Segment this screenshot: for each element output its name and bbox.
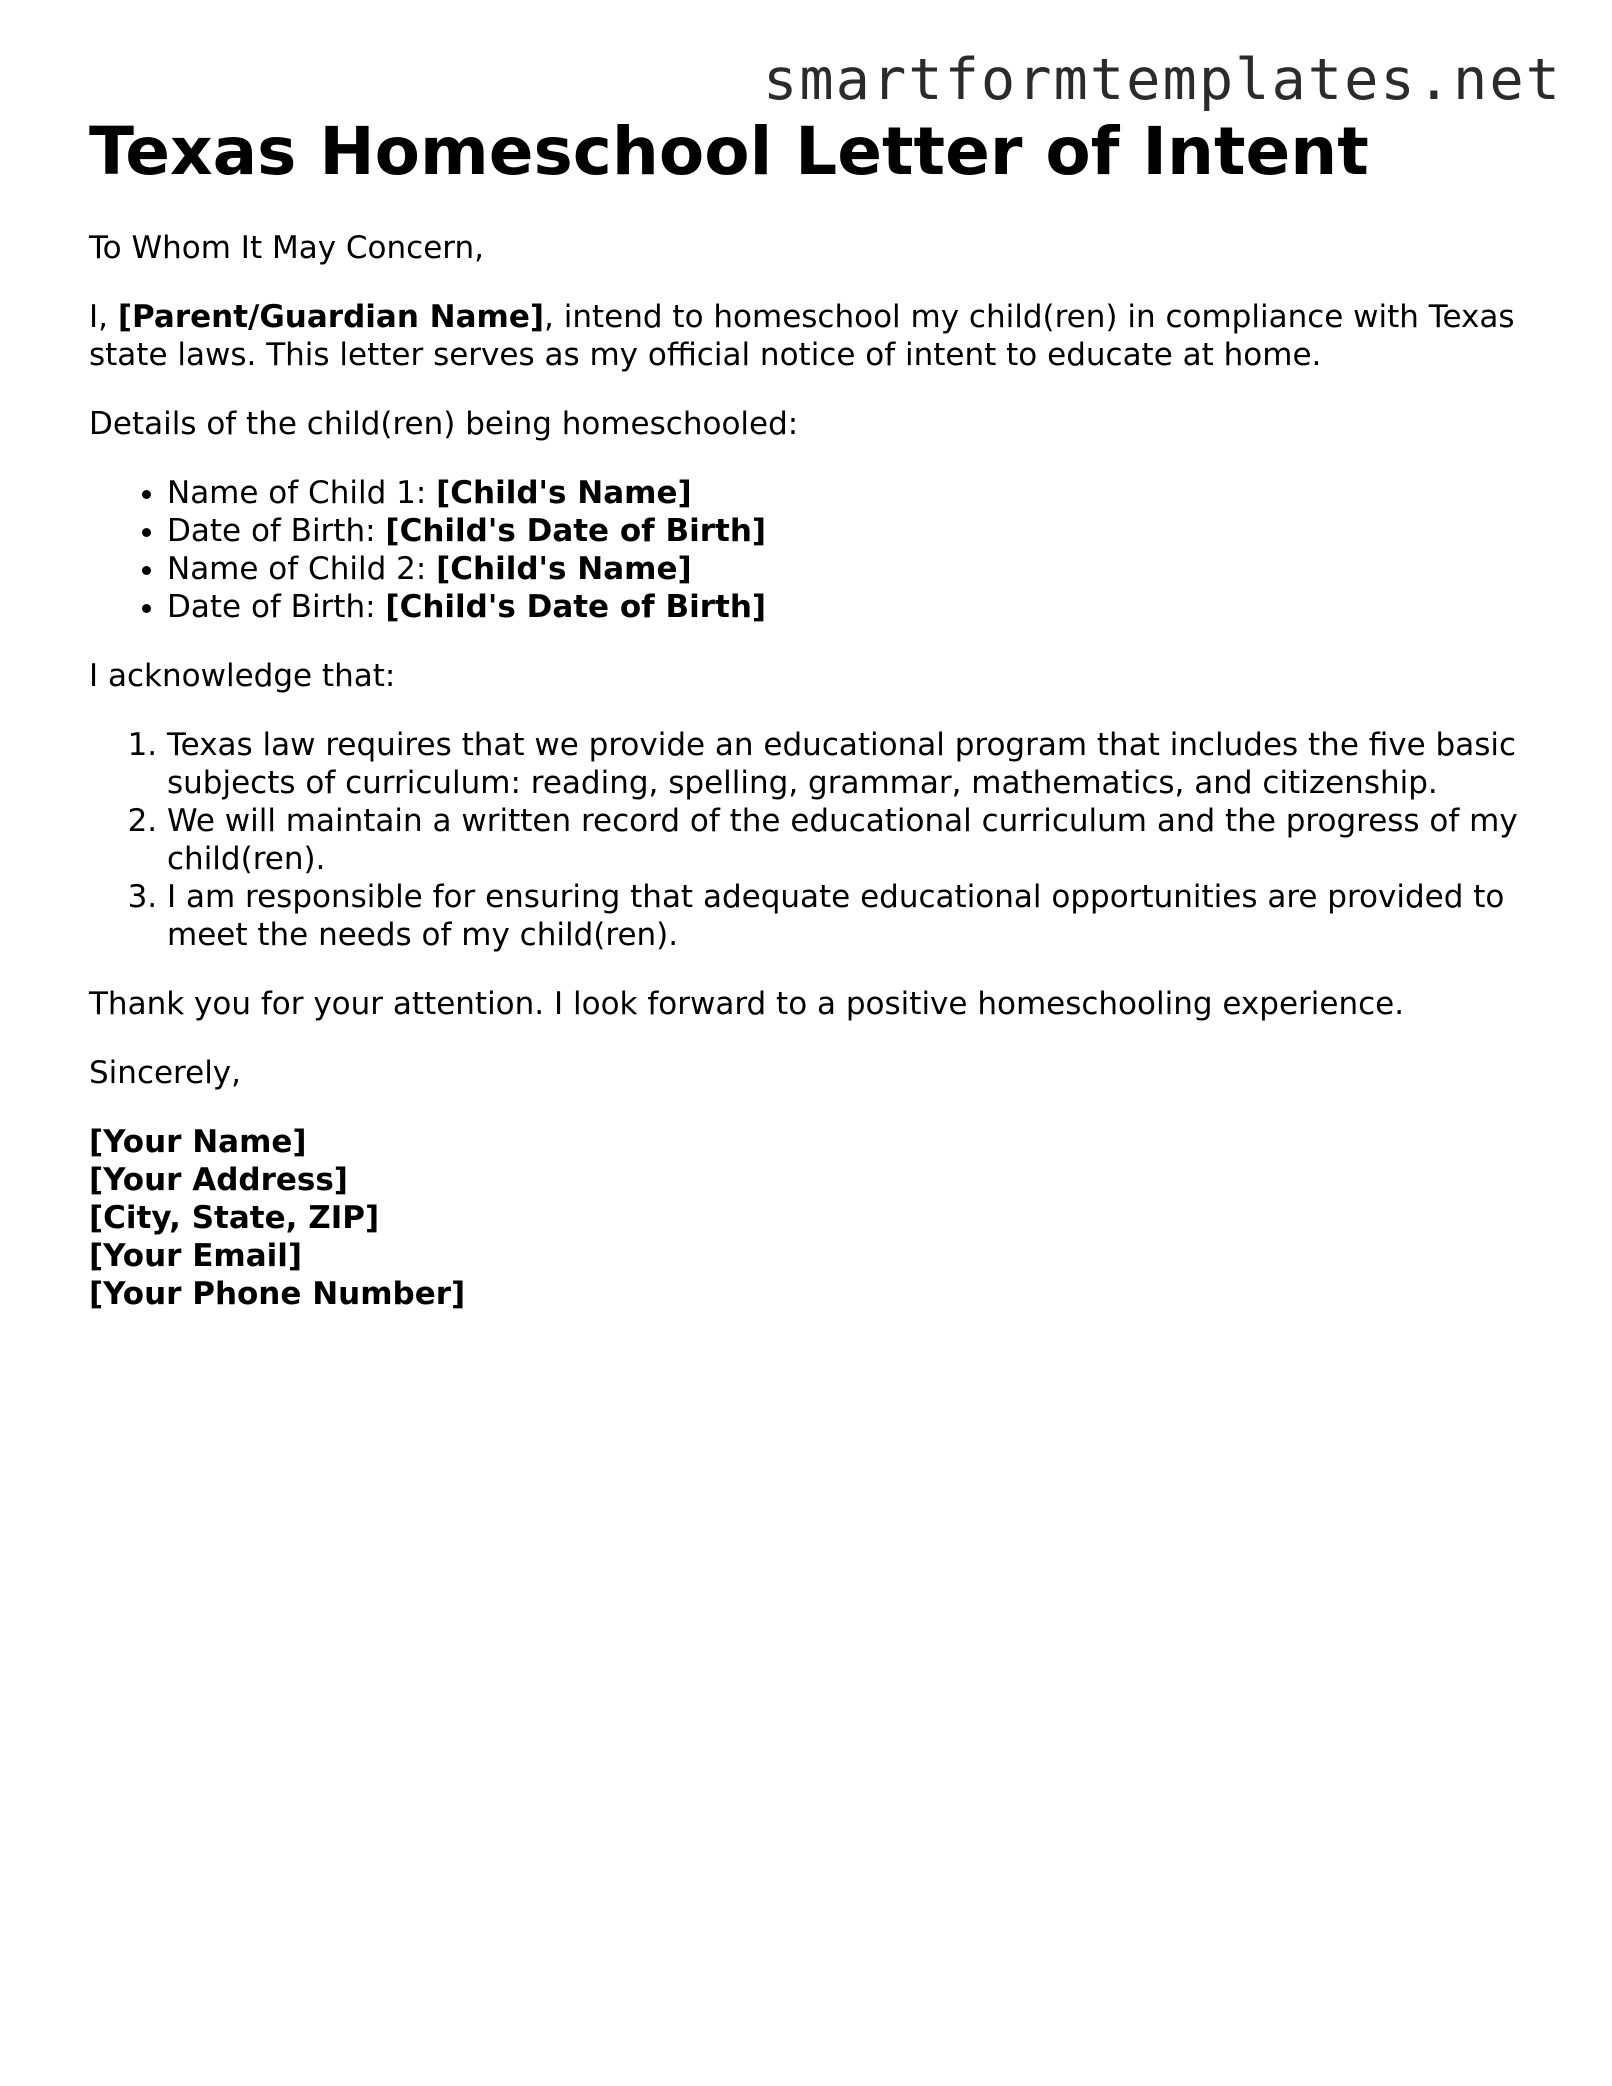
intro-paragraph (89, 298, 1529, 374)
list-item (167, 550, 1529, 588)
child-field-value: [Child's Date of Birth] (385, 588, 767, 625)
intro-suffix: , intend to homeschool my child(ren) in compliance with Texas state laws. This letter serves as my official notice of intent to educate at home. (89, 298, 1515, 373)
child-field-label: Name of Child 1: (167, 474, 437, 511)
signature-city-state-zip: [City, State, ZIP] (89, 1199, 380, 1236)
salutation: To Whom It May Concern, (89, 229, 484, 266)
list-item: 2. We will maintain a written record of the educational curriculum and the progress of my child(ren). (167, 802, 1529, 878)
list-item (167, 588, 1529, 626)
child-field-value: [Child's Name] (436, 474, 692, 511)
intro-prefix: I, (89, 298, 118, 335)
acknowledge-heading: I acknowledge that: (89, 657, 396, 694)
children-list (89, 474, 1529, 626)
list-item: 1. Texas law requires that we provide an educational program that includes the five basic subjects of curriculum: reading, spelling, grammar, mathematics, and citizenship. (167, 726, 1529, 802)
closing: Sincerely, (89, 1054, 242, 1091)
child-field-label: Name of Child 2: (167, 550, 437, 587)
signature-phone: [Your Phone Number] (89, 1275, 466, 1312)
list-item (167, 474, 1529, 512)
signature-name: [Your Name] (89, 1123, 307, 1160)
page-title: Texas Homeschool Letter of Intent (89, 113, 1369, 190)
parent-name-placeholder: [Parent/Guardian Name] (117, 298, 545, 335)
child-field-value: [Child's Name] (436, 550, 692, 587)
details-heading: Details of the child(ren) being homeschooled: (89, 405, 799, 442)
child-field-value: [Child's Date of Birth] (385, 512, 767, 549)
list-item (167, 512, 1529, 550)
child-field-label: Date of Birth: (167, 588, 386, 625)
thanks-paragraph: Thank you for your attention. I look forward to a positive homeschooling experience. (89, 985, 1405, 1022)
acknowledgement-list (89, 726, 1529, 954)
signature-block (89, 1123, 1529, 1313)
letter-document (89, 113, 1529, 1313)
signature-email: [Your Email] (89, 1237, 303, 1274)
child-field-label: Date of Birth: (167, 512, 386, 549)
signature-address: [Your Address] (89, 1161, 348, 1198)
list-item: 3. I am responsible for ensuring that adequate educational opportunities are provided to meet the needs of my child(ren). (167, 878, 1529, 954)
watermark-text: smartformtemplates.net (763, 47, 1562, 113)
